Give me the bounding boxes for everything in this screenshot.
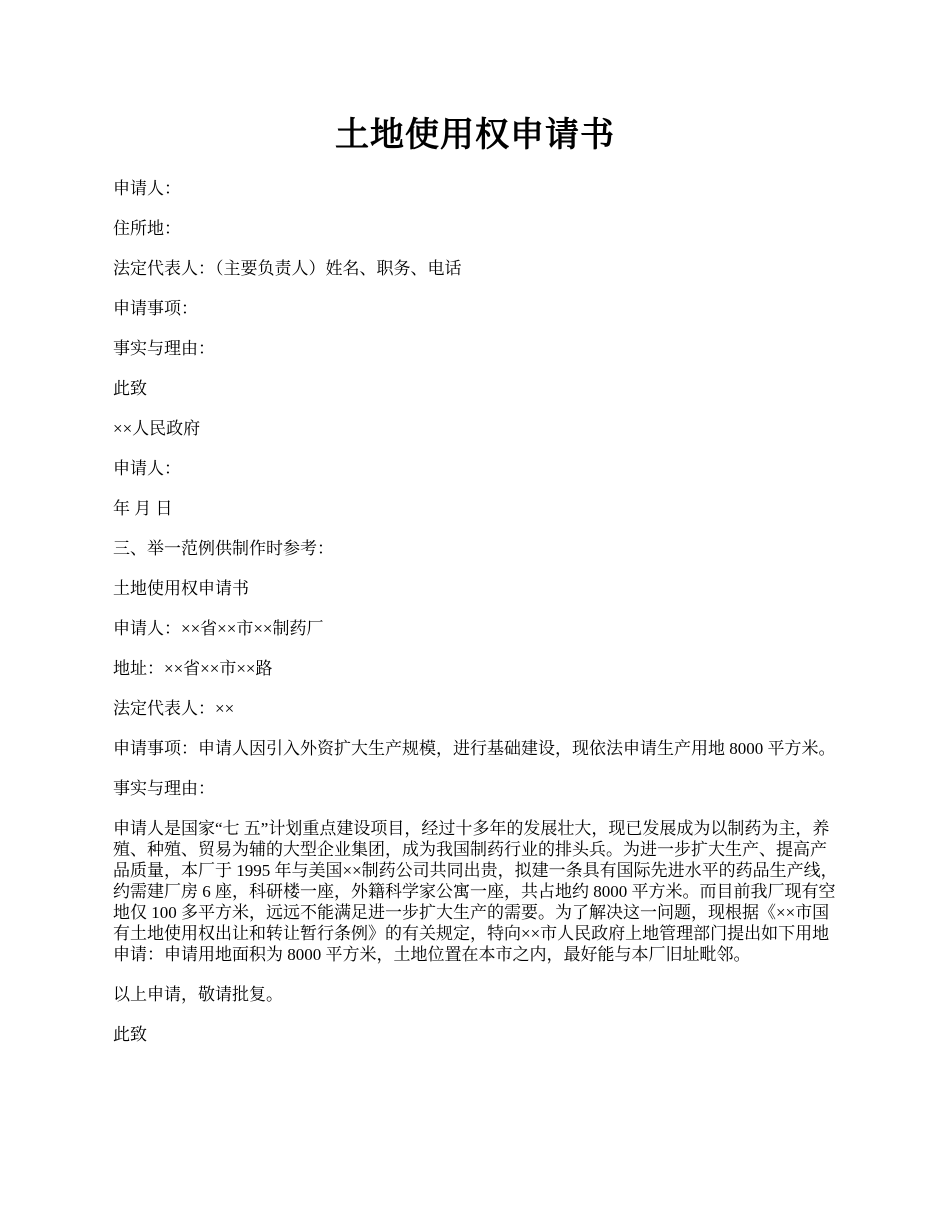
paragraph: 事实与理由： <box>113 779 215 798</box>
paragraph: 年 月 日 <box>113 499 173 518</box>
paragraph: 申请人：××省××市××制药厂 <box>113 619 324 638</box>
paragraph: 申请人是国家“七 五”计划重点建设项目，经过十多年的发展壮大，现已发展成为以制药为主，养殖、种殖、贸易为辅的大型企业集团，成为我国制药行业的排头兵。为进一步扩大生产、提高产品质量，本厂于 1995 年与美国××制药公司共同出贵，拟建一条具有国际先进水平的药品生产线，约需建厂房 6 座，科研楼一座，外籍科学家公寓一座，共占地约 8000 平方米。而目前我厂现有空地仅 100 多平方米，远远不能满足进一步扩大生产的需要。为了解决这一问题，现根据《××市国有土地使用权出让和转让暂行条例》的有关规定，特向××市人民政府上地管理部门提出如下用地申请：申请用地面积为 8000 平方米，土地位置在本市之内，最好能与本厂旧址毗邻。 <box>113 819 838 964</box>
paragraph: 以上申请，敬请批复。 <box>113 985 283 1004</box>
paragraph: 住所地： <box>113 219 181 238</box>
paragraph: 法定代表人：（主要负责人）姓名、职务、电话 <box>113 259 462 278</box>
paragraph: ××人民政府 <box>113 419 201 438</box>
paragraph: 申请事项：申请人因引入外资扩大生产规模，进行基础建设，现依法申请生产用地 8000 平方米。 <box>113 739 836 758</box>
paragraph: 申请事项： <box>113 299 198 318</box>
paragraph: 此致 <box>113 1025 147 1044</box>
paragraph: 事实与理由： <box>113 339 215 358</box>
paragraph: 地址：××省××市××路 <box>113 659 273 678</box>
paragraph: 此致 <box>113 379 147 398</box>
paragraph: 法定代表人：×× <box>113 699 235 718</box>
paragraph: 申请人： <box>113 459 181 478</box>
paragraph: 三、举一范例供制作时参考： <box>113 539 334 558</box>
paragraph: 申请人： <box>113 179 181 198</box>
document-body <box>113 178 838 1064</box>
document-title: 土地使用权申请书 <box>335 117 615 154</box>
paragraph: 土地使用权申请书 <box>113 579 249 598</box>
